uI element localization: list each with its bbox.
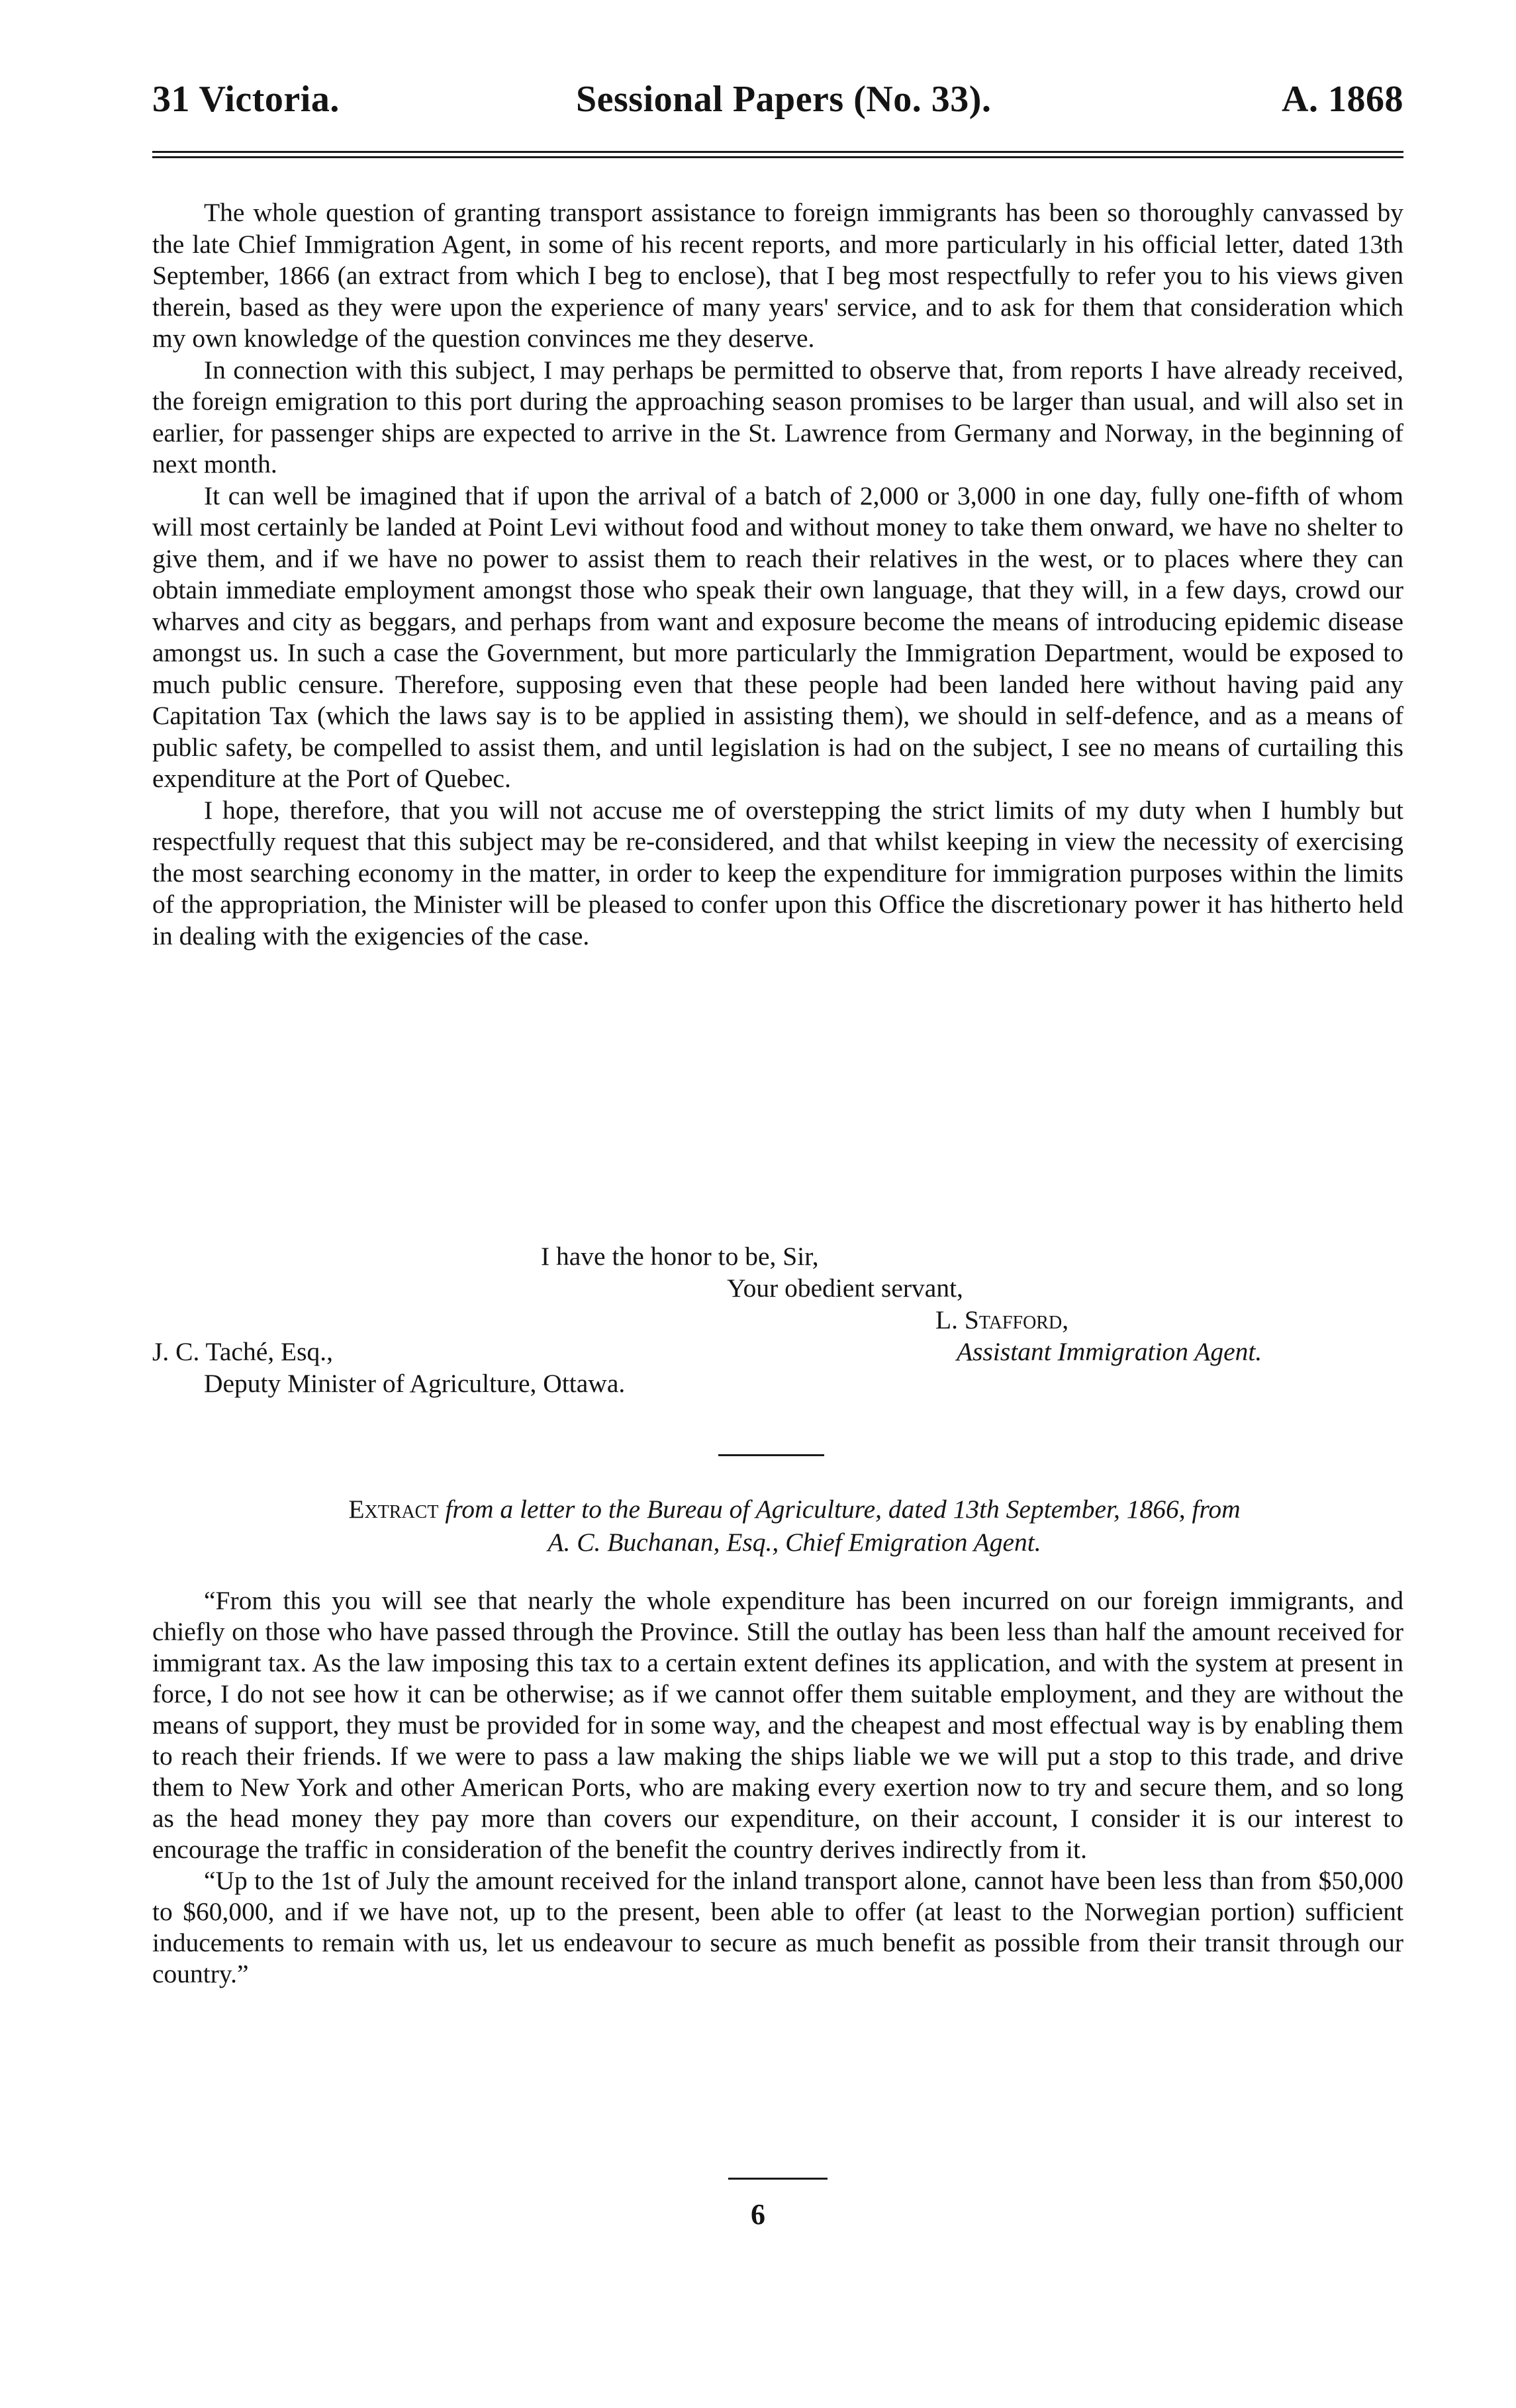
closing-line: I have the honor to be, Sir,: [541, 1242, 819, 1271]
addressee-name: J. C. Taché, Esq.,: [152, 1337, 333, 1366]
body-paragraph: I hope, therefore, that you will not accuse me of overstepping the strict limits of my duty when I humbly but respectfully request that this subject may be re-considered, and that whilst keeping in view the necessity of exercising the most searching economy in the matter, in order to keep the expenditure for immigration purposes within the limits of the appropriation, the Minister will be pleased to confer upon this Office the discretionary power it has hitherto held in dealing with the exigencies of the case.: [152, 795, 1403, 950]
extract-heading-line2: A. C. Buchanan, Esq., Chief Emigration Agent.: [547, 1528, 1041, 1557]
extract-heading-text: from a letter to the Bureau of Agriculture, dated 13th September, 1866, from: [445, 1495, 1241, 1524]
extract-heading: [199, 1493, 1390, 1559]
body-paragraph: It can well be imagined that if upon the arrival of a batch of 2,000 or 3,000 in one day, fully one-fifth of whom will most certainly be landed at Point Levi without food and without money to take them onward, we have no shelter to give them, and if we have no power to assist them to reach their relatives in the west, or to places where they can obtain immediate employment amongst those who speak their own language, that they will, in a few days, crowd our wharves and city as beggars, and perhaps from want and exposure become the means of introducing epidemic disease amongst us. In such a case the Government, but more particularly the Immigration Department, would be exposed to much public censure. Therefore, supposing even that these people had been landed here without having paid any Capitation Tax (which the laws say is to be applied in assisting them), we should in self-defence, and as a means of public safety, be compelled to assist them, and until legislation is had on the subject, I see no means of curtailing this expenditure at the Port of Quebec.: [152, 481, 1403, 793]
extract-paragraph: “From this you will see that nearly the whole expenditure has been incurred on our foreign immigrants, and chiefly on those who have passed through the Province. Still the outlay has been less than half the amount received for immigrant tax. As the law imposing this tax to a certain extent defines its application, and with the system at present in force, I do not see how it can be otherwise; as if we cannot offer them suitable employment, and they are without the means of support, they must be provided for in some way, and the cheapest and most effectual way is by enabling them to reach their friends. If we were to pass a law making the ships liable we we will put a stop to this trade, and drive them to New York and other American Ports, who are making every exertion now to try and secure them, and so long as the head money they pay more than covers our expenditure, on their account, I consider it is our interest to encourage the traffic in consideration of the benefit the country derives indirectly from it.: [152, 1586, 1403, 1864]
header-year: A. 1868: [1282, 79, 1403, 120]
header-rule-bottom: [152, 156, 1403, 158]
body-paragraph: In connection with this subject, I may perhaps be permitted to observe that, from reports I have already received, the foreign emigration to this port during the approaching season promises to be larger than usual, and will also set in earlier, for passenger ships are expected to arrive in the St. Lawrence from Germany and Norway, in the beginning of next month.: [152, 355, 1403, 479]
body-paragraph: The whole question of granting transport assistance to foreign immigrants has been so thoroughly canvassed by the late Chief Immigration Agent, in some of his recent reports, and more particularly in his official letter, dated 13th September, 1866 (an extract from which I beg to enclose), that I beg most respectfully to refer you to his views given therein, based as they were upon the experience of many years' service, and to ask for them that consideration which my own knowledge of the question convinces me they deserve.: [152, 198, 1403, 353]
letter-body: [152, 197, 1403, 952]
extract-label: Extract: [348, 1495, 439, 1524]
page-number: 6: [751, 2198, 765, 2231]
extract-body: [152, 1585, 1403, 1990]
footer-divider: [728, 2178, 828, 2180]
header-title: Sessional Papers (No. 33).: [576, 79, 992, 120]
header-rule-top: [152, 151, 1403, 153]
extract-heading-line1: [199, 1493, 1390, 1526]
addressee-title: Deputy Minister of Agriculture, Ottawa.: [204, 1369, 626, 1398]
signer-name: L. Stafford,: [935, 1305, 1069, 1334]
running-header: [152, 78, 1403, 131]
signer-title: Assistant Immigration Agent.: [957, 1337, 1262, 1366]
header-volume: 31 Victoria.: [152, 79, 340, 120]
extract-paragraph: “Up to the 1st of July the amount received for the inland transport alone, cannot have been less than from $50,000 to $60,000, and if we have not, up to the present, been able to offer (at least to the Norwegian portion) sufficient inducements to remain with us, let us endeavour to secure as much benefit as possible from their transit through our country.”: [152, 1866, 1403, 1988]
servant-line: Your obedient servant,: [727, 1273, 963, 1303]
section-divider: [718, 1454, 824, 1456]
